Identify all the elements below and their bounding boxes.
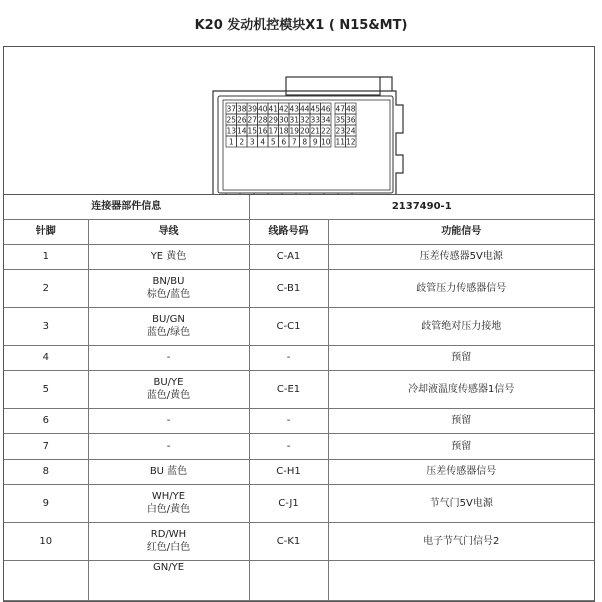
pinout-sheet	[3, 46, 595, 602]
col-header-signal: 功能信号	[328, 219, 594, 244]
table-row	[4, 484, 594, 522]
table-row	[4, 269, 594, 307]
signal-text: 节气门5V电源	[429, 497, 493, 509]
col-header-pin: 针脚	[4, 219, 88, 244]
pin-cell	[4, 269, 88, 307]
wire-text: BN/BU	[152, 276, 185, 287]
pin-number: 1	[228, 137, 234, 147]
pin-number: 37	[226, 104, 237, 114]
pin-number: 30	[278, 115, 289, 125]
wire-text: 蓝色/黄色	[146, 390, 191, 401]
wire-cell	[88, 307, 249, 345]
wire-text: -	[166, 415, 171, 426]
signal-cell	[328, 408, 594, 433]
wire-text: -	[166, 440, 171, 452]
pin-text: 4	[42, 352, 49, 363]
pin-number: 24	[345, 126, 356, 136]
circuit-cell	[249, 484, 328, 522]
pin-cell	[4, 459, 88, 484]
wire-text: 白色/黄色	[146, 504, 191, 515]
connector-diagram	[4, 47, 594, 195]
wire-text: 红色/白色	[146, 542, 191, 553]
table-row	[4, 244, 594, 269]
wire-cell	[88, 433, 249, 459]
circuit-cell	[249, 345, 328, 370]
pin-number: 23	[335, 126, 346, 136]
pin-cell	[4, 345, 88, 370]
pin-number: 46	[320, 104, 331, 114]
wire-cell	[88, 244, 249, 269]
wire-cell	[88, 522, 249, 560]
circuit-text: -	[286, 440, 291, 452]
signal-text: 压差传感器信号	[426, 466, 497, 477]
table-row	[4, 307, 594, 345]
wire-text: BU/GN	[152, 314, 185, 325]
signal-cell	[328, 459, 594, 484]
pin-number: 28	[257, 115, 268, 125]
signal-cell	[328, 345, 594, 370]
circuit-cell	[249, 522, 328, 560]
wire-text: 棕色/蓝色	[146, 289, 191, 300]
pin-number: 42	[278, 104, 289, 114]
signal-text: 预留	[451, 352, 472, 363]
wire-cell	[88, 345, 249, 370]
circuit-cell	[249, 370, 328, 408]
part-number: 2137490-1	[249, 195, 594, 219]
pin-number: 36	[345, 115, 356, 125]
pin-number: 39	[247, 104, 258, 114]
signal-text: 歧管绝对压力接地	[421, 320, 502, 332]
table-row	[4, 408, 594, 433]
pin-number: 11	[335, 137, 346, 147]
pin-cell	[4, 484, 88, 522]
circuit-text: -	[286, 352, 291, 363]
circuit-cell	[249, 244, 328, 269]
circuit-cell	[249, 560, 328, 600]
pin-number: 22	[320, 126, 331, 136]
pin-number: 19	[289, 126, 300, 136]
pin-number: 25	[226, 115, 237, 125]
column-header-row	[4, 219, 594, 244]
signal-text: 冷却液温度传感器1信号	[408, 383, 515, 395]
wire-cell	[88, 269, 249, 307]
connector-info-label: 连接器部件信息	[4, 195, 249, 219]
pin-text: 1	[42, 251, 49, 262]
pin-text: 9	[42, 497, 49, 509]
pin-cell	[4, 370, 88, 408]
wire-text: GN/YE	[152, 561, 185, 573]
col-header-wire: 导线	[88, 219, 249, 244]
pin-number: 16	[257, 126, 268, 136]
pin-number: 41	[268, 104, 279, 114]
pin-number: 38	[236, 104, 247, 114]
pin-number: 8	[302, 137, 308, 147]
pin-number: 26	[236, 115, 247, 125]
pin-number: 29	[268, 115, 279, 125]
pin-number: 15	[247, 126, 258, 136]
signal-cell	[328, 522, 594, 560]
pin-text: 5	[42, 383, 49, 395]
pinout-table	[4, 195, 594, 601]
circuit-text: C-E1	[276, 383, 301, 395]
circuit-text: C-H1	[276, 466, 301, 477]
pin-number: 3	[249, 137, 255, 147]
pin-number: 43	[289, 104, 300, 114]
wire-text: YE 黄色	[150, 251, 187, 262]
signal-cell	[328, 269, 594, 307]
pin-number: 5	[270, 137, 276, 147]
pin-number: 34	[320, 115, 331, 125]
table-row	[4, 522, 594, 560]
pin-number: 14	[236, 126, 247, 136]
table-row	[4, 560, 594, 600]
signal-cell	[328, 370, 594, 408]
circuit-text: C-B1	[276, 282, 301, 294]
pin-number: 35	[335, 115, 346, 125]
pin-cell	[4, 307, 88, 345]
wire-cell	[88, 459, 249, 484]
pin-number: 20	[299, 126, 310, 136]
pin-text: 3	[42, 320, 49, 332]
col-header-circuit: 线路号码	[249, 219, 328, 244]
circuit-text: C-A1	[276, 251, 301, 262]
wire-text: BU/YE	[153, 377, 184, 388]
wire-cell	[88, 370, 249, 408]
pin-number: 45	[310, 104, 321, 114]
wire-text: BU 蓝色	[149, 466, 188, 477]
signal-cell	[328, 484, 594, 522]
circuit-cell	[249, 459, 328, 484]
signal-text: 压差传感器5V电源	[419, 251, 503, 262]
signal-cell	[328, 433, 594, 459]
pin-text: 2	[42, 282, 49, 294]
pin-number: 27	[247, 115, 258, 125]
table-row	[4, 345, 594, 370]
pin-number: 10	[320, 137, 331, 147]
pin-number: 21	[310, 126, 321, 136]
circuit-text: -	[286, 415, 291, 426]
pin-text: 6	[42, 415, 49, 426]
connector-info-row	[4, 195, 594, 219]
connector-drawing	[4, 47, 594, 194]
wire-text: 蓝色/绿色	[146, 327, 191, 338]
signal-cell	[328, 307, 594, 345]
signal-text: 预留	[451, 415, 472, 426]
wire-cell	[88, 560, 249, 600]
wire-cell	[88, 484, 249, 522]
table-row	[4, 459, 594, 484]
pin-number: 18	[278, 126, 289, 136]
pin-cell	[4, 522, 88, 560]
circuit-cell	[249, 408, 328, 433]
document-title: K20 发动机控模块X1 ( N15&MT)	[194, 18, 408, 33]
pin-number: 33	[310, 115, 321, 125]
table-row	[4, 370, 594, 408]
pin-text: 10	[39, 535, 53, 547]
pin-number: 2	[239, 137, 245, 147]
pin-number: 4	[260, 137, 266, 147]
circuit-cell	[249, 307, 328, 345]
circuit-cell	[249, 433, 328, 459]
table-row	[4, 433, 594, 459]
pin-number: 13	[226, 126, 237, 136]
signal-text: 预留	[451, 440, 472, 452]
pin-cell	[4, 408, 88, 433]
signal-text: 歧管压力传感器信号	[416, 282, 507, 294]
pin-number: 7	[291, 137, 297, 147]
wire-cell	[88, 408, 249, 433]
wire-text: RD/WH	[150, 529, 187, 540]
pin-number: 48	[345, 104, 356, 114]
pin-text: 8	[42, 466, 49, 477]
pin-number: 9	[312, 137, 318, 147]
wire-text: -	[166, 352, 171, 363]
pin-cell	[4, 560, 88, 600]
pin-number: 40	[257, 104, 268, 114]
circuit-text: C-C1	[276, 320, 301, 332]
signal-cell	[328, 244, 594, 269]
wire-text: WH/YE	[151, 491, 186, 502]
pin-number: 47	[335, 104, 346, 114]
pin-number: 32	[299, 115, 310, 125]
pin-cell	[4, 244, 88, 269]
pin-number: 17	[268, 126, 279, 136]
pin-cell	[4, 433, 88, 459]
pin-number: 31	[289, 115, 300, 125]
circuit-text: C-J1	[278, 497, 299, 509]
pin-number: 6	[281, 137, 287, 147]
circuit-text: C-K1	[276, 535, 301, 547]
signal-text: 电子节气门信号2	[423, 535, 500, 547]
pin-text: 7	[42, 440, 49, 452]
pin-number: 12	[345, 137, 356, 147]
signal-cell	[328, 560, 594, 600]
pin-number: 44	[299, 104, 310, 114]
circuit-cell	[249, 269, 328, 307]
